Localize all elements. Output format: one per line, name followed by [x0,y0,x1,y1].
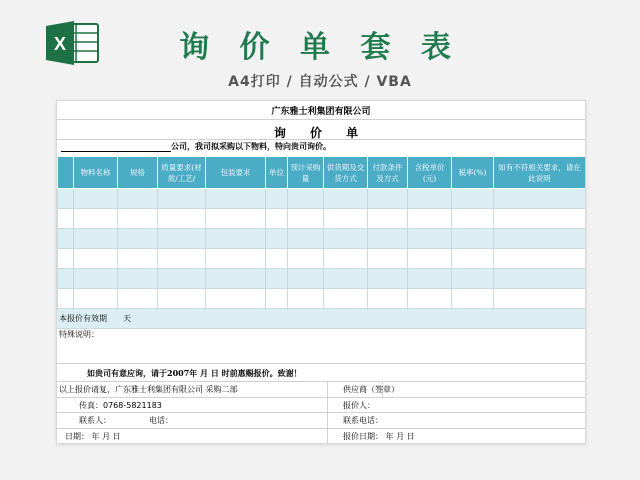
table-row [58,289,586,309]
table-cell[interactable] [266,289,288,309]
row-divider [57,363,585,364]
table-cell[interactable] [368,249,408,269]
column-header: 供货期及交货方式 [324,157,368,189]
contact-phone: 联系电话： [343,416,383,425]
table-cell[interactable] [206,289,266,309]
table-cell[interactable] [452,289,494,309]
validity-unit: 天 [123,314,131,323]
banner-title: 询 价 单 套 表 [179,30,461,65]
table-row [58,269,586,289]
table-cell[interactable] [408,189,452,209]
table-cell[interactable] [158,229,206,249]
inquiry-table [57,156,586,329]
quoter: 报价人： [343,401,375,410]
company-name: 广东雅士利集团有限公司 [271,107,371,117]
banner [0,0,640,100]
column-header: 含税单价(元) [408,157,452,189]
table-cell[interactable] [158,189,206,209]
table-cell[interactable] [206,229,266,249]
table-cell[interactable] [288,229,324,249]
footer-reply-to: 以上报价请复，广东雅士利集团有限公司 采购二部 [59,385,238,394]
table-cell[interactable] [206,189,266,209]
table-cell[interactable] [118,209,158,229]
table-cell[interactable] [118,269,158,289]
column-header: 物料名称 [74,157,118,189]
table-cell[interactable] [368,269,408,289]
table-cell[interactable] [288,209,324,229]
table-cell[interactable] [452,249,494,269]
table-body [58,189,586,329]
special-notes-label: 特殊说明： [59,330,99,339]
table-cell[interactable] [368,289,408,309]
table-cell[interactable] [408,209,452,229]
table-cell[interactable] [206,269,266,289]
table-cell[interactable] [158,209,206,229]
table-cell[interactable] [74,249,118,269]
table-cell[interactable] [324,229,368,249]
table-cell[interactable] [118,289,158,309]
table-cell[interactable] [58,249,74,269]
table-cell[interactable] [58,189,74,209]
column-header: 付款条件及方式 [368,157,408,189]
table-cell[interactable] [452,189,494,209]
table-cell[interactable] [288,269,324,289]
table-cell[interactable] [206,249,266,269]
table-cell[interactable] [494,189,586,209]
table-cell[interactable] [58,289,74,309]
table-cell[interactable] [324,249,368,269]
column-header: 包装要求 [206,157,266,189]
table-row [58,249,586,269]
column-header: 单位 [266,157,288,189]
table-cell[interactable] [118,189,158,209]
row-divider [57,397,585,398]
table-cell[interactable] [408,289,452,309]
table-header-row [58,157,586,189]
table-cell[interactable] [452,269,494,289]
table-row [58,229,586,249]
table-cell[interactable] [266,269,288,289]
table-cell[interactable] [158,269,206,289]
table-cell[interactable] [266,189,288,209]
row-divider [57,381,585,382]
table-cell[interactable] [288,249,324,269]
table-cell[interactable] [158,249,206,269]
column-header: 预计采购量 [288,157,324,189]
column-header: 质量要求(材质/工艺/ [158,157,206,189]
intro-line [61,141,331,152]
excel-logo-letter: X [53,34,67,54]
table-row [58,189,586,209]
table-cell[interactable] [266,249,288,269]
column-header: 税率(%) [452,157,494,189]
table-cell[interactable] [74,189,118,209]
intro-text: 公司，我司拟采购以下物料，特向贵司询价。 [171,141,331,151]
footer-fax: 传真：0768-5821183 [79,401,162,410]
table-cell[interactable] [494,209,586,229]
column-header: 如有不符相关要求，请在此说明 [494,157,586,189]
quote-date: 报价日期： 年 月 日 [343,432,415,441]
table-cell[interactable] [324,289,368,309]
table-cell[interactable] [494,269,586,289]
table-cell[interactable] [118,249,158,269]
row-divider [57,139,585,140]
footer-date: 日期： 年 月 日 [65,432,121,441]
table-cell[interactable] [158,289,206,309]
table-cell[interactable] [494,289,586,309]
table-cell[interactable] [408,229,452,249]
table-cell[interactable] [58,269,74,289]
table-cell[interactable] [74,289,118,309]
table-cell[interactable] [118,229,158,249]
table-cell[interactable] [494,249,586,269]
table-cell[interactable] [408,249,452,269]
table-cell[interactable] [452,209,494,229]
validity-label: 本报价有效期 [59,314,107,323]
supplier-name-blank[interactable] [61,143,171,152]
column-header: 规格 [118,157,158,189]
table-cell[interactable] [58,209,74,229]
closing-request: 如贵司有意应询，请于2007年 月 日 时前惠赐报价。致谢！ [87,368,302,378]
table-cell[interactable] [74,209,118,229]
table-cell[interactable] [288,289,324,309]
table-cell[interactable] [452,229,494,249]
table-cell[interactable] [58,229,74,249]
table-cell[interactable] [494,229,586,249]
footer-contact: 联系人： [79,416,111,425]
table-cell[interactable] [74,269,118,289]
table-cell[interactable] [368,209,408,229]
spreadsheet-sheet [56,100,586,444]
validity-row [57,310,585,329]
row-divider [57,428,585,429]
table-cell[interactable] [206,209,266,229]
footer-phone: 电话： [149,416,173,425]
table-cell[interactable] [368,229,408,249]
table-cell[interactable] [408,269,452,289]
banner-subtitle: A4打印 / 自动公式 / VBA [228,74,412,90]
table-cell[interactable] [324,189,368,209]
table-cell[interactable] [368,189,408,209]
row-divider [57,412,585,413]
table-cell[interactable] [288,189,324,209]
table-cell[interactable] [74,229,118,249]
row-divider [57,119,585,120]
supplier-seal: 供应商（签章） [343,385,399,394]
column-header [58,157,74,189]
table-row [58,209,586,229]
document-title: 询 价 单 [273,126,369,140]
table-cell[interactable] [324,269,368,289]
table-cell[interactable] [266,229,288,249]
table-cell[interactable] [266,209,288,229]
table-cell[interactable] [324,209,368,229]
